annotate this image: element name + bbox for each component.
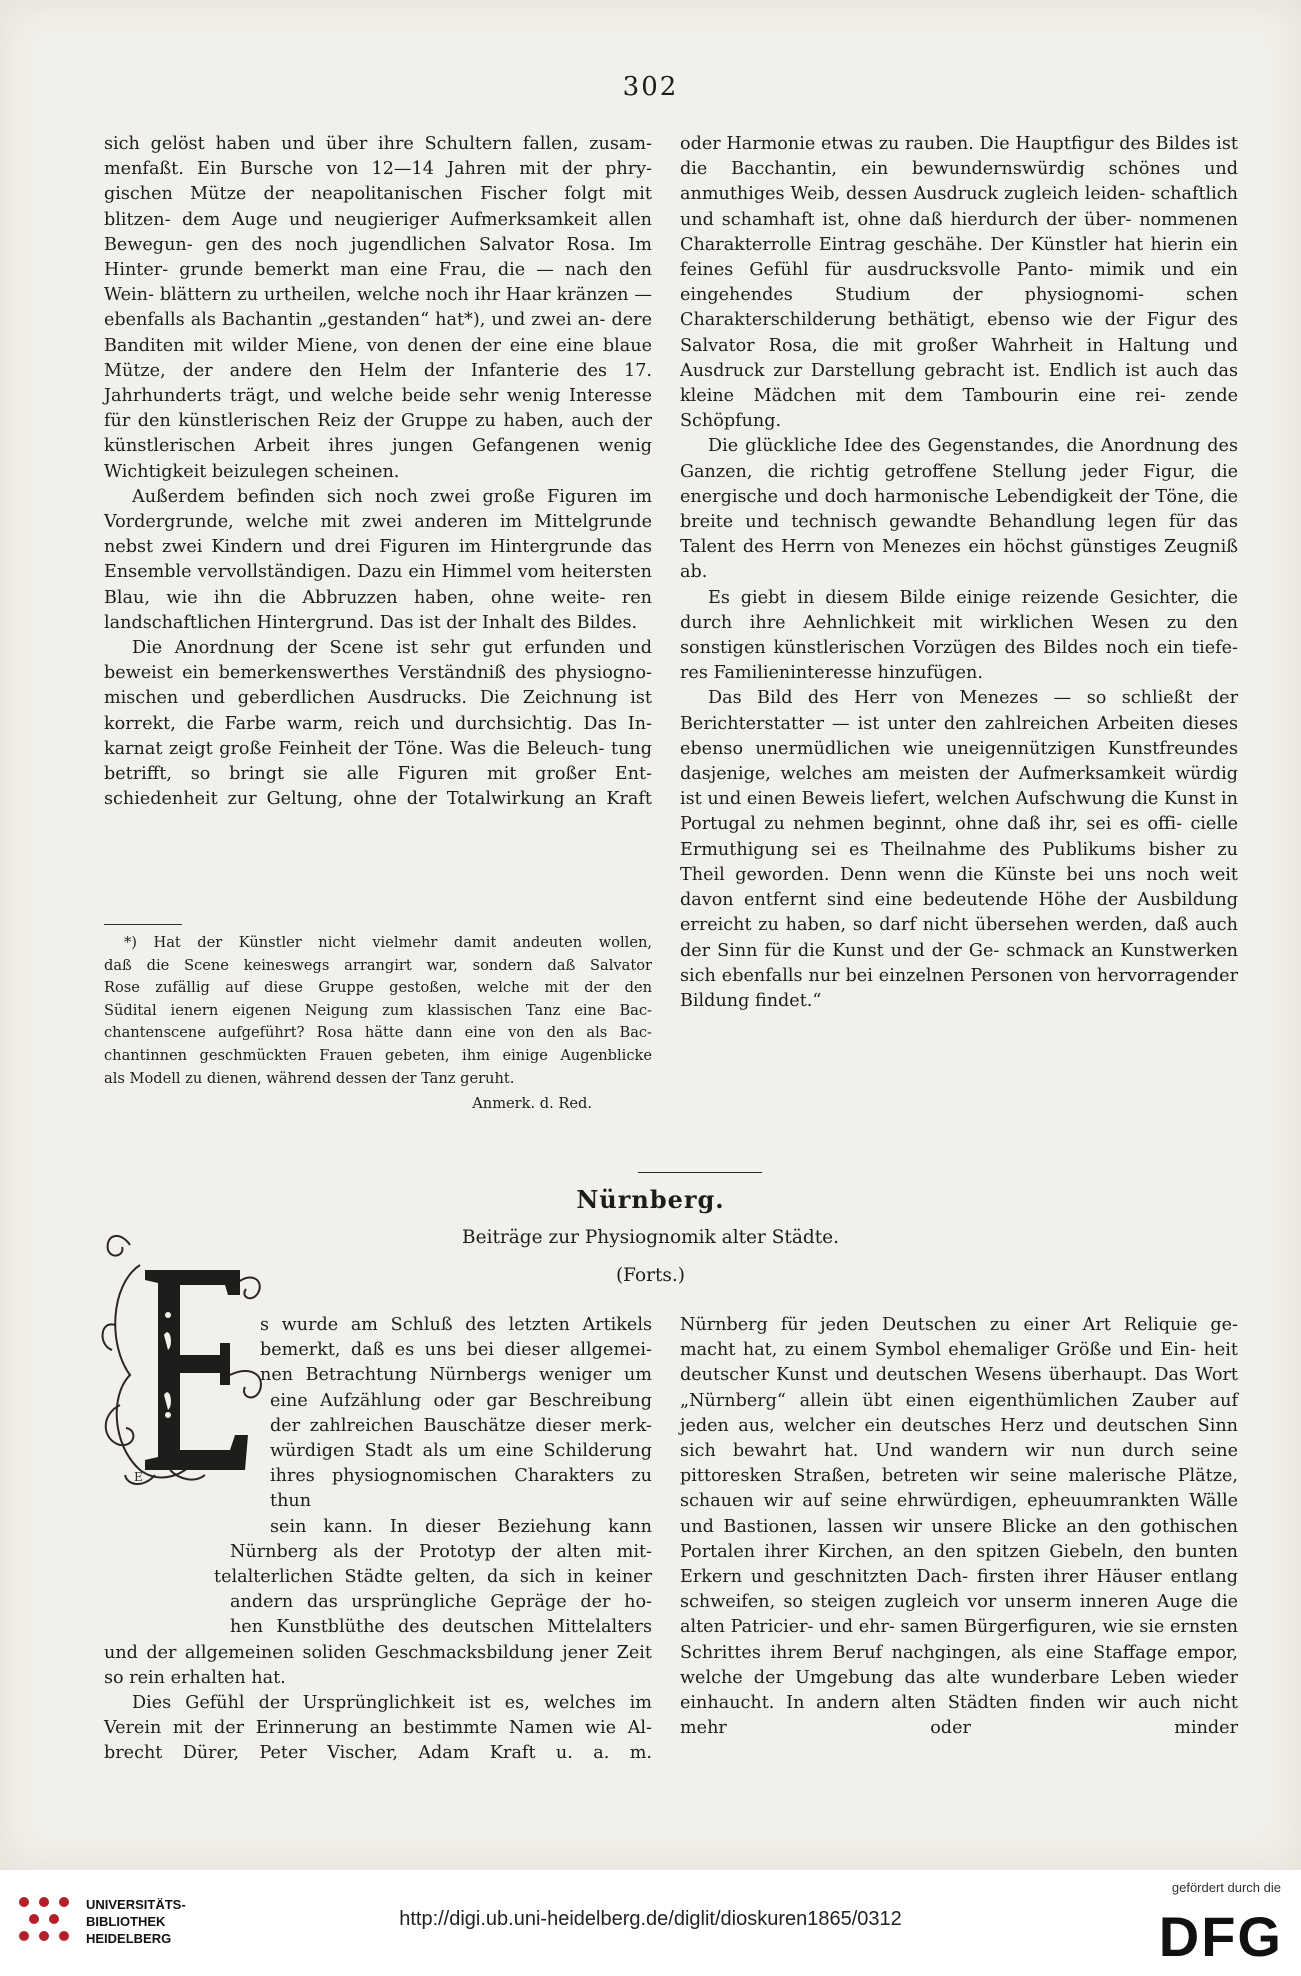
footnote-line: als Modell zu dienen, während dessen der Tanz geruht. <box>104 1069 515 1087</box>
article-title: Nürnberg. <box>576 1185 725 1214</box>
text-line: ihres physiognomischen Charakters zu thun <box>270 1466 652 1512</box>
footnote-line: Südital ienern eigenen Neigung zum klassischen Tanz eine Bac- <box>104 1001 652 1019</box>
text-line: s wurde am Schluß des letzten Artikels <box>260 1315 652 1335</box>
paragraph: Nürnberg für jeden Deutschen zu einer Art Reliquie ge- macht hat, zu einem Symbol ehemaliger Größe und Ein- heit deutscher Kunst und deutschen Wesens überhaupt. Das Wort „Nürnberg“ allein übt einen eigenthümlichen Zauber auf jeden aus, welcher ein deutsches Herz und deutschen Sinn sich bewahrt hat. Und wandern wir nun durch seine pittoresken Straßen, betreten wir seine malerische Plätze, schauen wir auf seine ehrwürdigen, epheuumrankten Wälle und Bastionen, lassen wir unsere Blicke an den gothischen Portalen ihrer Kirchen, an den spitzen Giebeln, den bunten Erkern und geschnitzten Dach- firsten ihrer Häuser entlang schweifen, so steigen zugleich vor unserm inneren Auge die alten Patricier- und ehr- samen Bürgerfiguren, wie sie ernsten Schrittes ihrem Beruf nachgingen, als eine Staffage empor, welche der Umgebung das alte wunderbare Leben wieder einhaucht. In andern alten Städten finden wir auch nicht mehr oder minder <box>680 1315 1238 1739</box>
paragraph: Das Bild des Herr von Menezes — so schließt der Berichterstatter — ist unter den zahlreichen Arbeiten dieses ebenso unermüdlichen wie uneigennützigen Kunstfreundes dasjenige, welches am meisten der Aufmerksamkeit würdig ist und einen Beweis liefert, welchen Aufschwung die Kunst in Portugal zu nehmen beginnt, ohne daß ihr, sei es offi- cielle Ermuthigung sei es Theilnahme des Publikums bisher zu Theil geworden. Denn wenn die Künste bei uns noch weit davon entfernt sind eine bedeutende Höhe der Ausbildung erreicht zu haben, so darf nicht übersehen werden, daß auch der Sinn für die Kunst und der Ge- schmack an Kunstwerken sich ebenfalls nur bei einzelnen Personen von hervorragender Bildung findet.“ <box>680 688 1238 1011</box>
library-line: HEIDELBERG <box>86 1931 172 1946</box>
text-line: andern das ursprüngliche Gepräge der ho- <box>230 1592 652 1613</box>
article-subtitle: Beiträge zur Physiognomik alter Städte. <box>462 1227 839 1248</box>
footnote-line: Rose zufällig auf diese Gruppe gestoßen, welche mit der den <box>104 979 652 997</box>
text-line: eine Aufzählung oder gar Beschreibung <box>270 1390 652 1411</box>
paragraph: Dies Gefühl der Ursprünglichkeit ist es, welches im Verein mit der Erinnerung an bestimmte Namen wie Al- brecht Dürer, Peter Vischer, Adam Kraft u. a. m. <box>104 1693 652 1764</box>
column-top-right <box>680 132 1238 1014</box>
paragraph: oder Harmonie etwas zu rauben. Die Hauptfigur des Bildes ist die Bacchantin, ein bewundernswürdig schönes und anmuthiges Weib, dessen Ausdruck zugleich leiden- schaftlich und schamhaft ist, ohne daß hierdurch der über- nommenen Charakterrolle Eintrag geschähe. Der Künstler hat hierin ein feines Gefühl für ausdrucksvolle Panto- mimik und ein eingehendes Studium der physiognomi- schen Charakterschilderung bethätigt, ebenso wie der Figur des Salvator Rosa, die mit großer Wahrheit in Haltung und Ausdruck zur Darstellung gebracht ist. Endlich ist auch das kleine Mädchen mit dem Tambourin eine rei- zende Schöpfung. <box>680 134 1238 432</box>
paragraph: Die Anordnung der Scene ist sehr gut erfunden und beweist ein bemerkenswerthes Verständniß des physiogno- mischen und geberdlichen Ausdrucks. Die Zeichnung ist korrekt, die Farbe warm, reich und durchsichtig. Das In- karnat zeigt große Feinheit der Töne. Was die Beleuch- tung betrifft, so bringt sie alle Figuren mit großer Ent- schiedenheit zur Geltung, ohne der Totalwirkung an Kraft <box>104 638 652 810</box>
column-bottom-left <box>104 1313 652 1767</box>
page-number: 302 <box>622 72 679 102</box>
text-line: telalterlichen Städte gelten, da sich in keiner <box>214 1567 652 1588</box>
column-top-left <box>104 132 652 812</box>
library-line: BIBLIOTHEK <box>86 1914 166 1929</box>
dfg-logo: DFG <box>1158 1905 1283 1968</box>
footnote-line: chantinnen geschmückten Frauen gebeten, ihm einige Augenblicke <box>104 1046 652 1064</box>
sponsor-label: gefördert durch die <box>1171 1880 1281 1895</box>
footnote-signature: Anmerk. d. Red. <box>472 1095 592 1113</box>
section-divider <box>638 1172 762 1173</box>
paragraph: sich gelöst haben und über ihre Schultern fallen, zusam- menfaßt. Ein Bursche von 12—14 Jahren mit der phry- gischen Mütze der neapolitanischen Fischer folgt mit blitzen- dem Auge und neugieriger Aufmerksamkeit allen Bewegun- gen des noch jugendlichen Salvator Rosa. Im Hinter- grunde bemerkt man eine Frau, die — nach den Wein- blättern zu urtheilen, welche noch ihr Haar kränzen — ebenfalls als Bachantin „gestanden“ hat*), und zwei an- dere Banditen mit wilder Miene, von denen der eine eine blaue Mütze, der andere den Helm der Infanterie des 17. Jahrhunderts trägt, und welche beide sehr wenig Interesse für den künstlerischen Reiz der Gruppe zu haben, auch der künstlerischen Arbeit ihres jungen Gefangenen wenig Wichtigkeit beizulegen scheinen. <box>104 134 652 482</box>
footnote <box>104 932 652 1116</box>
footnote-line: daß die Scene keineswegs arrangirt war, sondern daß Salvator <box>104 956 652 974</box>
source-url-link[interactable]: http://digi.ub.uni-heidelberg.de/diglit/dioskuren1865/0312 <box>399 1908 902 1930</box>
article-continuation: (Forts.) <box>615 1265 686 1286</box>
text-line: würdigen Stadt als um eine Schilderung <box>270 1441 652 1462</box>
footnote-rule <box>104 924 182 925</box>
text-line: sein kann. In dieser Beziehung kann <box>270 1516 652 1537</box>
paragraph: Es giebt in diesem Bilde einige reizende Gesichter, die durch ihre Aehnlichkeit mit wirklichen Wesen zu den sonstigen künstlerischen Vorzügen des Bildes noch ein tiefe- res Familieninteresse hinzufügen. <box>680 587 1238 684</box>
initial-letter: E <box>134 1470 143 1484</box>
column-bottom-right <box>680 1313 1238 1741</box>
footnote-line: chantenscene aufgeführt? Rosa hätte dann eine von den als Bac- <box>104 1024 652 1042</box>
paragraph: und der allgemeinen soliden Geschmacksbildung jener Zeit so rein erhalten hat. <box>104 1642 652 1688</box>
text-line: nen Betrachtung Nürnbergs weniger um <box>260 1365 652 1386</box>
paragraph: Die glückliche Idee des Gegenstandes, die Anordnung des Ganzen, die richtig getroffene Stellung jeder Figur, die energische und doch harmonische Lebendigkeit der Töne, die breite und technisch gewandte Behandlung legen für das Talent des Herrn von Menezes ein höchst günstiges Zeugniß ab. <box>680 436 1238 583</box>
paragraph: Außerdem befinden sich noch zwei große Figuren im Vordergrunde, welche mit zwei anderen im Mittelgrunde nebst zwei Kindern und drei Figuren im Hintergrunde das Ensemble vervollständigen. Dazu ein Himmel vom heitersten Blau, wie ihn die Abbruzzen haben, ohne weite- ren landschaftlichen Hintergrund. Das ist der Inhalt des Bildes. <box>104 486 652 633</box>
digitization-footer <box>0 1870 1301 1976</box>
text-line: hen Kunstblüthe des deutschen Mittelalters <box>230 1617 652 1638</box>
footnote-line: *) Hat der Künstler nicht vielmehr damit andeuten wollen, <box>124 934 652 951</box>
text-line: Nürnberg als der Prototyp der alten mit- <box>230 1541 652 1562</box>
library-line: UNIVERSITÄTS- <box>86 1897 186 1912</box>
text-line: bemerkt, daß es uns bei dieser allgemei- <box>260 1340 652 1361</box>
text-line: der zahlreichen Bauschätze dieser merk- <box>270 1415 652 1436</box>
